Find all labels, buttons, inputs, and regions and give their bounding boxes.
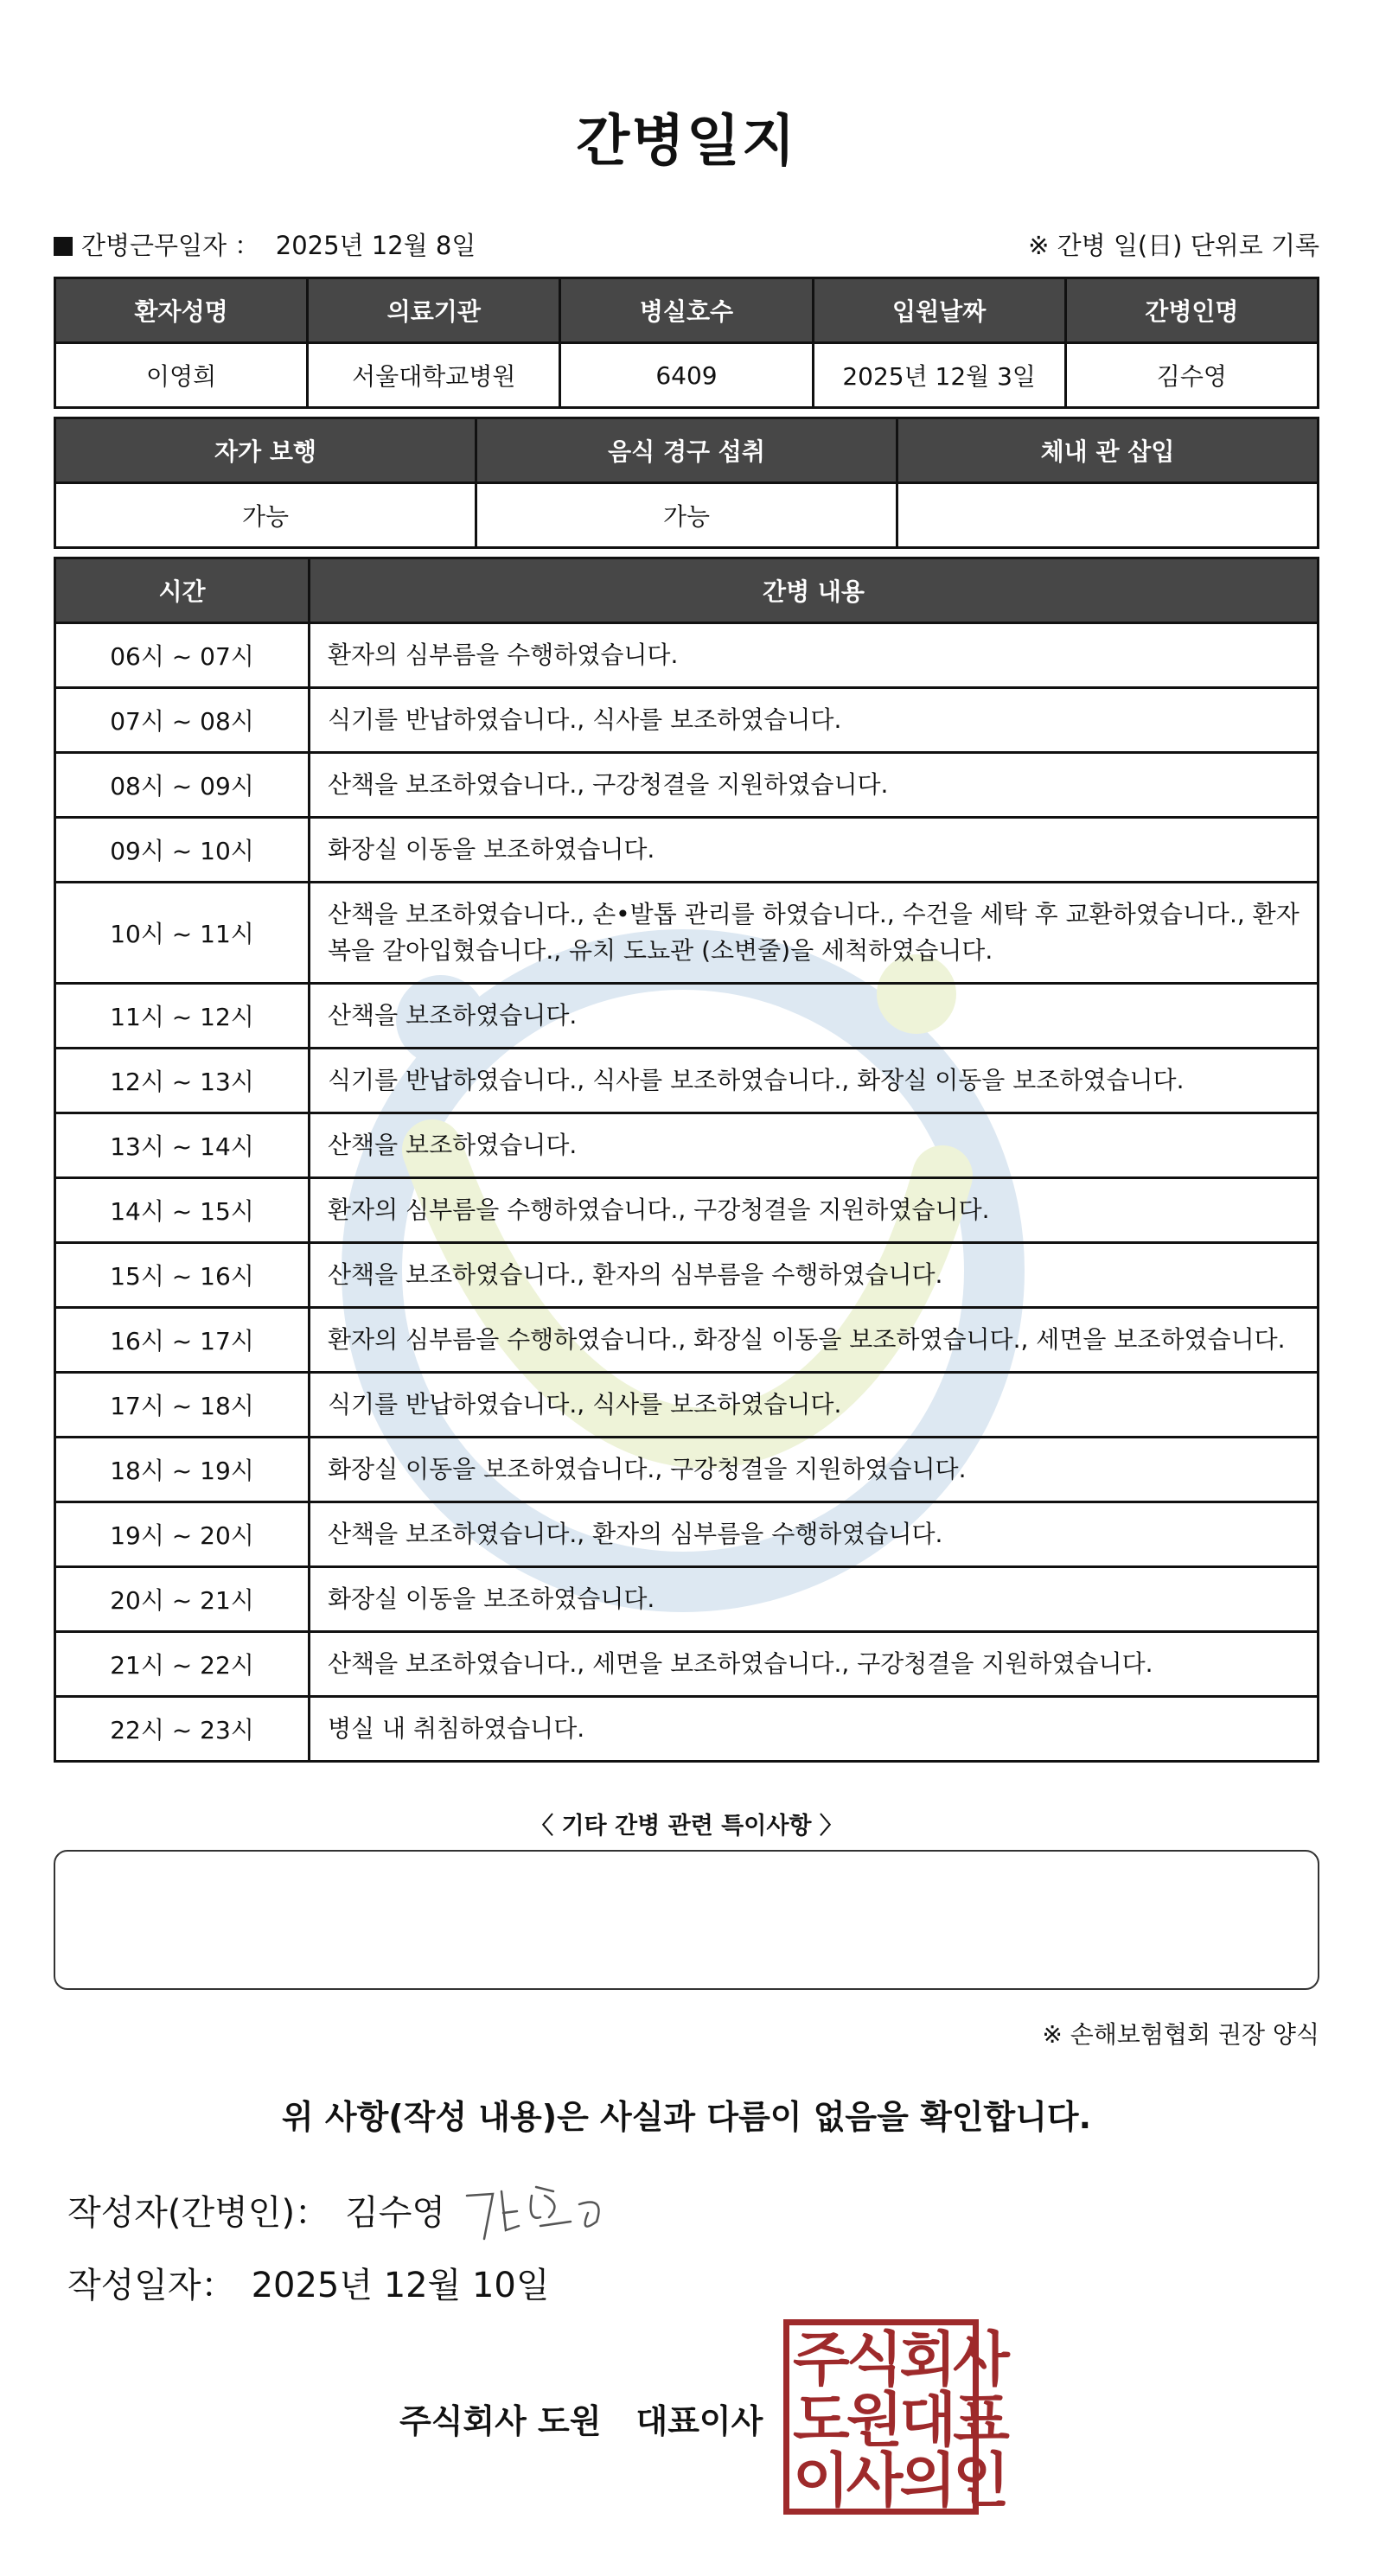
work-date-value: 2025년 12월 8일: [275, 231, 476, 260]
table-header-row: [55, 418, 1319, 483]
page-title: 간병일지: [576, 110, 797, 174]
time-slot: 11시 ~ 12시: [55, 984, 310, 1049]
table-row: [55, 1308, 1319, 1373]
table-header-row: [55, 278, 1319, 343]
table-row: [55, 1049, 1319, 1113]
care-content: 산책을 보조하였습니다.: [310, 1113, 1319, 1178]
table-row: [55, 1567, 1319, 1632]
table-row: [55, 483, 1319, 548]
table-row: [55, 753, 1319, 818]
table-row: [55, 1502, 1319, 1567]
care-content: 식기를 반납하였습니다., 식사를 보조하였습니다.: [310, 688, 1319, 753]
company-name: 주식회사 도원: [399, 2402, 602, 2440]
patient-info-table: [54, 277, 1319, 409]
header-admission-date: 입원날짜: [813, 278, 1065, 343]
table-row: [55, 1373, 1319, 1438]
care-log-table: [54, 557, 1319, 1763]
table-row: [55, 1178, 1319, 1243]
time-slot: 19시 ~ 20시: [55, 1502, 310, 1567]
table-row: [55, 688, 1319, 753]
time-slot: 13시 ~ 14시: [55, 1113, 310, 1178]
table-row: [55, 883, 1319, 984]
work-date: [54, 226, 476, 262]
table-row: [55, 984, 1319, 1049]
special-notes-title: 〈 기타 간병 관련 특이사항 〉: [530, 1813, 843, 1840]
company-seal-stamp: [783, 2319, 1006, 2515]
care-content: 환자의 심부름을 수행하였습니다.: [310, 623, 1319, 688]
header-tube-insertion: 체내 관 삽입: [897, 418, 1319, 483]
oral-intake: 가능: [476, 483, 897, 548]
special-notes-box: [54, 1850, 1319, 1990]
time-slot: 15시 ~ 16시: [55, 1243, 310, 1308]
care-content: 산책을 보조하였습니다., 환자의 심부름을 수행하였습니다.: [310, 1502, 1319, 1567]
care-content: 화장실 이동을 보조하였습니다.: [310, 1567, 1319, 1632]
care-content: 화장실 이동을 보조하였습니다.: [310, 818, 1319, 883]
header-caregiver: 간병인명: [1065, 278, 1318, 343]
care-content: 환자의 심부름을 수행하였습니다., 구강청결을 지원하였습니다.: [310, 1178, 1319, 1243]
time-slot: 09시 ~ 10시: [55, 818, 310, 883]
care-content: 산책을 보조하였습니다., 환자의 심부름을 수행하였습니다.: [310, 1243, 1319, 1308]
table-row: [55, 1243, 1319, 1308]
time-slot: 06시 ~ 07시: [55, 623, 310, 688]
care-content: 산책을 보조하였습니다., 구강청결을 지원하였습니다.: [310, 753, 1319, 818]
written-date: 2025년 12월 10일: [251, 2266, 550, 2305]
table-header-row: [55, 558, 1319, 623]
time-slot: 16시 ~ 17시: [55, 1308, 310, 1373]
time-slot: 10시 ~ 11시: [55, 883, 310, 984]
header-patient-name: 환자성명: [55, 278, 308, 343]
care-content: 산책을 보조하였습니다., 세면을 보조하였습니다., 구강청결을 지원하였습니다.: [310, 1632, 1319, 1697]
confirmation-statement: 위 사항(작성 내용)은 사실과 다름이 없음을 확인합니다.: [281, 2098, 1092, 2136]
company-role: 대표이사: [635, 2402, 763, 2440]
table-row: [55, 343, 1319, 408]
company-line: [399, 2394, 763, 2442]
care-content: 화장실 이동을 보조하였습니다., 구강청결을 지원하였습니다.: [310, 1438, 1319, 1502]
header-oral-intake: 음식 경구 섭취: [476, 418, 897, 483]
care-content: 산책을 보조하였습니다.: [310, 984, 1319, 1049]
self-walking: 가능: [55, 483, 476, 548]
room-number: 6409: [560, 343, 813, 408]
care-content: 산책을 보조하였습니다., 손•발톱 관리를 하였습니다., 수건을 세탁 후 교환하였습니다., 환자복을 갈아입혔습니다., 유치 도뇨관 (소변줄)을 세척하였습니다.: [310, 883, 1319, 984]
header-self-walking: 자가 보행: [55, 418, 476, 483]
time-slot: 07시 ~ 08시: [55, 688, 310, 753]
header-care-content: 간병 내용: [310, 558, 1319, 623]
patient-status-table: [54, 417, 1319, 549]
seal-row: 이사의인: [793, 2447, 1006, 2515]
record-unit-note: ※ 간병 일(日) 단위로 기록: [1028, 231, 1319, 260]
care-content: 식기를 반납하였습니다., 식사를 보조하였습니다., 화장실 이동을 보조하였습니다.: [310, 1049, 1319, 1113]
written-date-label: 작성일자：: [67, 2266, 236, 2305]
seal-row: 주식회사: [793, 2326, 1006, 2394]
time-slot: 20시 ~ 21시: [55, 1567, 310, 1632]
author-name: 김수영: [345, 2193, 445, 2233]
written-date-line: [67, 2258, 550, 2307]
table-row: [55, 1632, 1319, 1697]
time-slot: 21시 ~ 22시: [55, 1632, 310, 1697]
admission-date: 2025년 12월 3일: [813, 343, 1065, 408]
table-row: [55, 1697, 1319, 1762]
time-slot: 18시 ~ 19시: [55, 1438, 310, 1502]
patient-name: 이영희: [55, 343, 308, 408]
square-bullet-icon: [54, 237, 73, 256]
time-slot: 08시 ~ 09시: [55, 753, 310, 818]
header-room: 병실호수: [560, 278, 813, 343]
recommended-form-note: ※ 손해보험협회 권장 양식: [1042, 2020, 1319, 2049]
hospital: 서울대학교병원: [308, 343, 560, 408]
time-slot: 12시 ~ 13시: [55, 1049, 310, 1113]
header-time: 시간: [55, 558, 310, 623]
work-date-label: 간병근무일자 ：: [81, 231, 260, 260]
handwritten-signature: [458, 2178, 614, 2248]
time-slot: 22시 ~ 23시: [55, 1697, 310, 1762]
table-row: [55, 623, 1319, 688]
care-content: 식기를 반납하였습니다., 식사를 보조하였습니다.: [310, 1373, 1319, 1438]
time-slot: 17시 ~ 18시: [55, 1373, 310, 1438]
seal-row: 도원대표: [793, 2387, 1006, 2455]
author-label: 작성자(간병인)：: [67, 2193, 330, 2233]
table-row: [55, 818, 1319, 883]
time-slot: 14시 ~ 15시: [55, 1178, 310, 1243]
header-hospital: 의료기관: [308, 278, 560, 343]
tube-insertion: [897, 483, 1319, 548]
table-row: [55, 1438, 1319, 1502]
caregiver-name: 김수영: [1065, 343, 1318, 408]
care-content: 환자의 심부름을 수행하였습니다., 화장실 이동을 보조하였습니다., 세면을 보조하였습니다.: [310, 1308, 1319, 1373]
table-row: [55, 1113, 1319, 1178]
care-content: 병실 내 취침하였습니다.: [310, 1697, 1319, 1762]
author-line: [67, 2185, 445, 2235]
